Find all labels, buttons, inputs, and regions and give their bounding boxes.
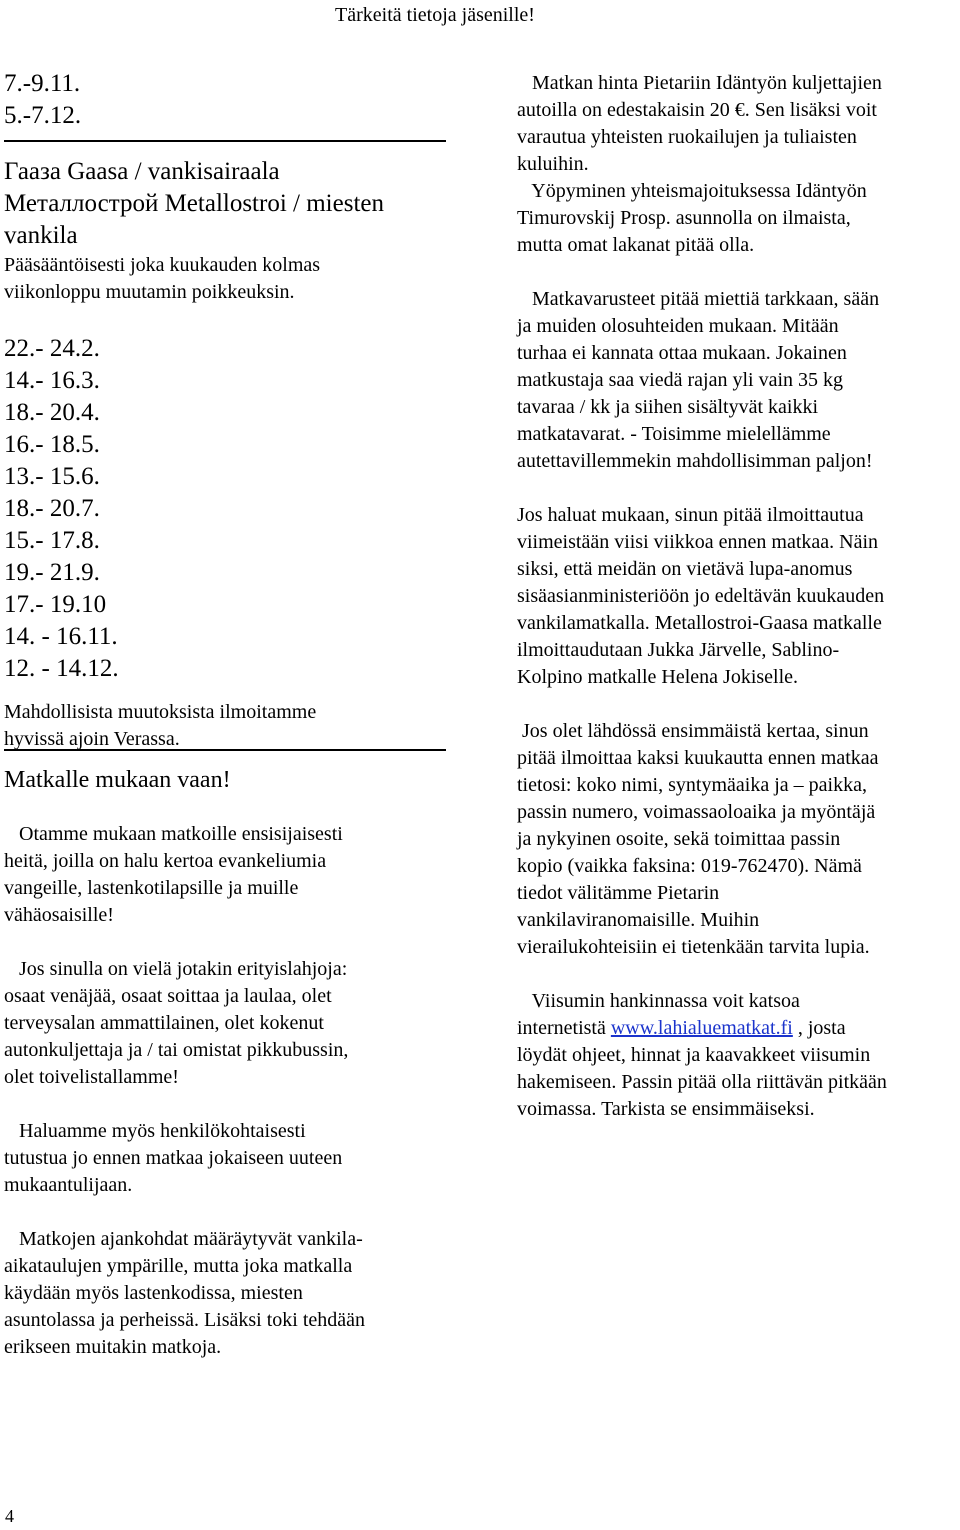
visa-website-link[interactable]: www.lahialuematkat.fi: [610, 1017, 793, 1039]
text-line: Kolpino matkalle Helena Jokiselle.: [517, 666, 799, 688]
text-line: käydään myös lastenkodissa, miesten: [4, 1282, 303, 1304]
text-line: [517, 1015, 960, 1042]
text-line: ja nykyinen osoite, sekä toimittaa passin: [517, 828, 841, 850]
changes-note: [4, 699, 444, 753]
text-line: viimeistään viisi viikkoa ennen matkaa. Näin: [517, 531, 879, 553]
page-number: 4: [5, 1506, 14, 1526]
frequency-note: [4, 252, 444, 306]
text-line: vangeille, lastenkotilapsille ja muille: [4, 877, 299, 899]
text-line: Matkan hinta Pietariin Idäntyön kuljettajien: [517, 72, 882, 94]
paragraph: [4, 956, 444, 1091]
destinations: [4, 156, 444, 252]
text-line: Jos sinulla on vielä jotakin erityislahjoja:: [4, 958, 348, 980]
text-line: vankilaviranomaisille. Muihin: [517, 909, 760, 931]
text-line: Jos olet lähdössä ensimmäistä kertaa, sinun: [517, 720, 869, 742]
text-line: voimassa. Tarkista se ensimmäiseksi.: [517, 1098, 815, 1120]
list-item: 17.- 19.10: [4, 591, 107, 618]
text-line: vähäosaisille!: [4, 904, 114, 926]
text-line: autonkuljettaja ja / tai omistat pikkubussin,: [4, 1039, 349, 1061]
list-item: 14.- 16.3.: [4, 367, 100, 394]
page-header-title: Tärkeitä tietoja jäsenille!: [335, 4, 535, 26]
text-line: viikonloppu muutamin poikkeuksin.: [4, 281, 295, 303]
text-line: osaat venäjää, osaat soittaa ja laulaa, olet: [4, 985, 332, 1007]
date-line: 5.-7.12.: [4, 102, 82, 129]
text-line: Jos haluat mukaan, sinun pitää ilmoittautua: [517, 504, 864, 526]
paragraph: [517, 286, 960, 475]
list-item: 18.- 20.4.: [4, 399, 100, 426]
text-line: hyvissä ajoin Verassa.: [4, 728, 180, 750]
text-line: kuluihin.: [517, 153, 589, 175]
text-line: mutta omat lakanat pitää olla.: [517, 234, 755, 256]
paragraph: [517, 502, 960, 691]
text-line: hakemiseen. Passin pitää olla riittävän pitkään: [517, 1071, 887, 1093]
text-line: Otamme mukaan matkoille ensisijaisesti: [4, 823, 343, 845]
text-line: varautua yhteisten ruokailujen ja tuliaisten: [517, 126, 857, 148]
text-line: löydät ohjeet, hinnat ja kaavakkeet viisumin: [517, 1044, 871, 1066]
section-heading: Matkalle mukaan vaan!: [4, 767, 231, 793]
text-line: autoilla on edestakaisin 20 €. Sen lisäksi voit: [517, 99, 877, 121]
top-dates: [4, 68, 444, 132]
list-item: 16.- 18.5.: [4, 431, 100, 458]
text-line: terveysalan ammattilainen, olet kokenut: [4, 1012, 324, 1034]
text-line: kopio (vaikka faksina: 019-762470). Nämä: [517, 855, 862, 877]
text-line: turhaa ei kannata ottaa mukaan. Jokainen: [517, 342, 847, 364]
text-line: Matkavarusteet pitää miettiä tarkkaan, sään: [517, 288, 880, 310]
text-line: tiedot välitämme Pietarin: [517, 882, 720, 904]
text-line: Mahdollisista muutoksista ilmoitamme: [4, 701, 317, 723]
list-item: 12. - 14.12.: [4, 655, 119, 682]
list-item: 15.- 17.8.: [4, 527, 100, 554]
text-line: mukaantulijaan.: [4, 1174, 133, 1196]
text-line: olet toivelistallamme!: [4, 1066, 179, 1088]
paragraph: [517, 178, 960, 259]
list-item: 22.- 24.2.: [4, 335, 100, 362]
text-line: passin numero, voimassaoloaika ja myöntäjä: [517, 801, 876, 823]
text-line: ja muiden olosuhteiden mukaan. Mitään: [517, 315, 839, 337]
text-line: heitä, joilla on halu kertoa evankeliumia: [4, 850, 327, 872]
text-line: siksi, että meidän on vietävä lupa-anomus: [517, 558, 853, 580]
text-line: tavaraa / kk ja siihen sisältyvät kaikki: [517, 396, 819, 418]
date-line: 7.-9.11.: [4, 70, 81, 97]
destination-line: Гааза Gaasa / vankisairaala: [4, 158, 280, 185]
list-item: 19.- 21.9.: [4, 559, 100, 586]
right-column: [517, 70, 960, 1123]
text-line: tutustua jo ennen matkaa jokaiseen uuteen: [4, 1147, 343, 1169]
left-column: [4, 68, 444, 1361]
paragraph: [517, 988, 960, 1123]
text-line: ilmoittaudutaan Jukka Järvelle, Sablino-: [517, 639, 840, 661]
list-item: 13.- 15.6.: [4, 463, 100, 490]
text-line: sisäasianministeriöön jo edeltävän kuukauden: [517, 585, 885, 607]
destination-line: Металлострой Metallostroi / miesten: [4, 190, 384, 217]
text-line: aikataulujen ympärille, mutta joka matkalla: [4, 1255, 353, 1277]
text-line: asuntolassa ja perheissä. Lisäksi toki tehdään: [4, 1309, 366, 1331]
text-fragment: , josta: [792, 1017, 846, 1039]
list-item: 18.- 20.7.: [4, 495, 100, 522]
paragraph: [4, 821, 444, 929]
paragraph: [517, 718, 960, 961]
text-line: Timurovskij Prosp. asunnolla on ilmaista,: [517, 207, 851, 229]
text-line: Haluamme myös henkilökohtaisesti: [4, 1120, 306, 1142]
text-line: autettavillemmekin mahdollisimman paljon!: [517, 450, 873, 472]
text-line: matkustaja saa viedä rajan yli vain 35 kg: [517, 369, 844, 391]
trip-dates-list: [4, 333, 444, 685]
text-line: pitää ilmoittaa kaksi kuukautta ennen matkaa: [517, 747, 879, 769]
text-line: Viisumin hankinnassa voit katsoa: [517, 990, 800, 1012]
text-fragment: internetistä: [517, 1017, 611, 1039]
text-line: Yöpyminen yhteismajoituksessa Idäntyön: [517, 180, 867, 202]
text-line: Matkojen ajankohdat määräytyvät vankila-: [4, 1228, 363, 1250]
text-line: vierailukohteisiin ei tietenkään tarvita lupia.: [517, 936, 870, 958]
destination-line: vankila: [4, 222, 78, 249]
text-line: vankilamatkalla. Metallostroi-Gaasa matkalle: [517, 612, 882, 634]
paragraph: [4, 1118, 444, 1199]
list-item: 14. - 16.11.: [4, 623, 118, 650]
text-line: matkatavarat. - Toisimme mielellämme: [517, 423, 831, 445]
paragraph: [517, 70, 960, 178]
text-line: Pääsääntöisesti joka kuukauden kolmas: [4, 254, 321, 276]
text-line: tietosi: koko nimi, syntymäaika ja – paikka,: [517, 774, 867, 796]
text-line: erikseen muitakin matkoja.: [4, 1336, 222, 1358]
paragraph: [4, 1226, 444, 1361]
